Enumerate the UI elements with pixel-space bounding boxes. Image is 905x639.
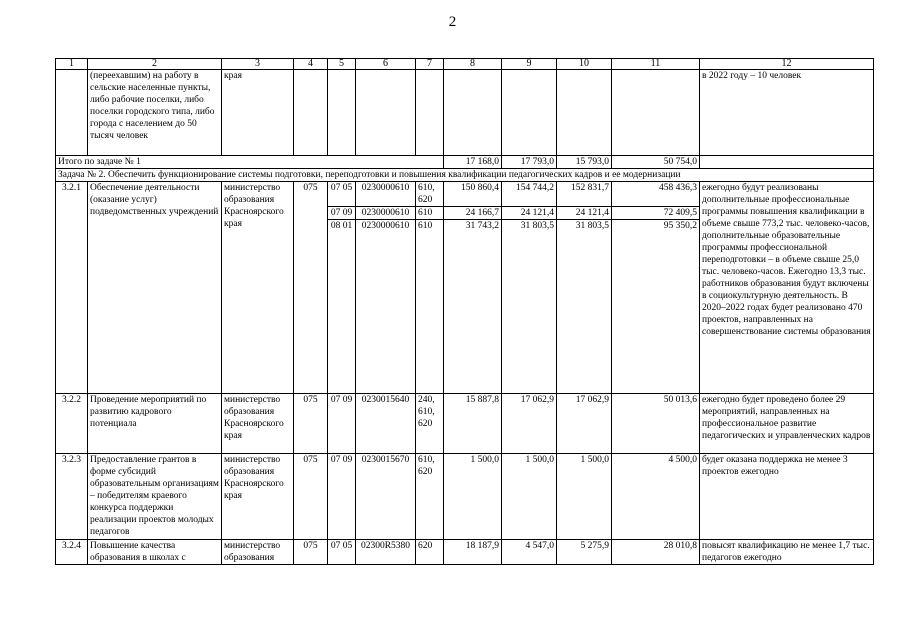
total-value: 15 793,0 — [557, 156, 612, 169]
table-row — [56, 454, 874, 540]
col-header: 11 — [612, 59, 700, 70]
amount-2021: 154 744,2 — [516, 183, 554, 193]
amount-2020: 18 187,9 — [444, 540, 502, 565]
rzpr-code: 07 09 — [328, 394, 356, 454]
col-header: 9 — [502, 59, 557, 70]
amount-2021: 17 062,9 — [502, 394, 557, 454]
rzpr-code: 08 01 — [328, 219, 355, 232]
rzpr-code: 07 05 — [330, 183, 353, 193]
amount-2020: 31 743,2 — [444, 219, 501, 232]
measure-number: 3.2.1 — [56, 182, 88, 394]
csr-code: 0230000610 — [361, 183, 410, 193]
responsible-party: министерство образования — [222, 540, 294, 565]
measure-description: Проведение мероприятий по развитию кадрового потенциала — [88, 394, 222, 454]
amount-total: 50 013,6 — [612, 394, 700, 454]
expected-result: повысят квалификацию не менее 1,7 тыс. педагогов ежегодно — [700, 540, 874, 565]
measure-number: 3.2.4 — [56, 540, 88, 565]
amount-2022: 1 500,0 — [557, 454, 612, 540]
total-row — [56, 156, 874, 169]
table-row — [56, 394, 874, 454]
expected-result: в 2022 году – 10 человек — [700, 70, 874, 156]
responsible-party: министерство образования Красноярского края — [222, 454, 294, 540]
amount-2021: 1 500,0 — [502, 454, 557, 540]
amount-total: 4 500,0 — [612, 454, 700, 540]
col-header: 7 — [416, 59, 444, 70]
total-value: 50 754,0 — [612, 156, 700, 169]
amount-2021: 4 547,0 — [502, 540, 557, 565]
amount-2020: 150 860,4 — [461, 183, 499, 193]
measure-description: Повышение качества образования в школах с — [88, 540, 222, 565]
col-header: 3 — [222, 59, 294, 70]
total-value: 17 793,0 — [502, 156, 557, 169]
measure-number: 3.2.2 — [56, 394, 88, 454]
amount-2021: 31 803,5 — [502, 219, 556, 232]
vr-code: 610 — [416, 219, 443, 232]
col-header: 1 — [56, 59, 88, 70]
responsible-party: министерство образования Красноярского края — [222, 182, 294, 394]
csr-code: 02300R5380 — [356, 540, 416, 565]
vr-code: 610, 620 — [418, 183, 435, 205]
table-row — [56, 540, 874, 565]
col-header: 6 — [356, 59, 416, 70]
amount-2020: 1 500,0 — [444, 454, 502, 540]
rzpr-code: 07 09 — [328, 454, 356, 540]
amount-total: 95 350,2 — [612, 219, 699, 232]
grbs-code: 075 — [294, 394, 328, 454]
program-table — [55, 58, 874, 565]
measure-description: Предоставление грантов в форме субсидий образовательным организациям – победителям краевого конкурса поддержки реализации проектов молодых педагогов — [88, 454, 222, 540]
grbs-code: 075 — [294, 182, 328, 394]
column-number-row — [56, 59, 874, 70]
vr-code: 610, 620 — [416, 454, 444, 540]
expected-result: ежегодно будет проведено более 29 мероприятий, направленных на профессиональное развитие педагогических и управленческих кадров — [700, 394, 874, 454]
rzpr-code: 07 09 — [328, 206, 355, 219]
amount-total: 458 436,3 — [659, 183, 697, 193]
measure-number: 3.2.3 — [56, 454, 88, 540]
col-header: 4 — [294, 59, 328, 70]
amount-total: 72 409,5 — [612, 206, 699, 219]
grbs-code: 075 — [294, 540, 328, 565]
amount-2020: 15 887,8 — [444, 394, 502, 454]
csr-code: 0230015640 — [356, 394, 416, 454]
total-value: 17 168,0 — [444, 156, 502, 169]
measure-description: (переехавшим) на работу в сельские населенные пункты, либо рабочие поселки, либо поселки городского типа, либо города с населением до 50 тысяч человек — [88, 70, 222, 156]
col-header: 5 — [328, 59, 356, 70]
table-row — [56, 70, 874, 156]
amount-total: 28 010,8 — [612, 540, 700, 565]
amount-2021: 24 121,4 — [502, 206, 556, 219]
col-header: 10 — [557, 59, 612, 70]
vr-code: 610 — [416, 206, 443, 219]
amount-2022: 24 121,4 — [557, 206, 611, 219]
amount-2022: 5 275,9 — [557, 540, 612, 565]
page-number: 2 — [448, 14, 457, 30]
vr-code: 240, 610, 620 — [416, 394, 444, 454]
rzpr-code: 07 05 — [328, 540, 356, 565]
csr-code: 0230000610 — [356, 206, 415, 219]
col-header: 2 — [88, 59, 222, 70]
total-label: Итого по задаче № 1 — [56, 156, 444, 169]
table-row — [56, 182, 874, 394]
col-header: 8 — [444, 59, 502, 70]
task-heading: Задача № 2. Обеспечить функционирование системы подготовки, переподготовки и повышения квалификации педагогических кадров и ее модернизации — [56, 169, 874, 182]
vr-code: 620 — [416, 540, 444, 565]
expected-result: ежегодно будут реализованы дополнительные профессиональные программы повышения квалификации в объеме свыше 773,2 тыс. человеко-часов, дополнительные образовательные программы профессиональной переподготовки – в объеме свыше 25,0 тыс. человеко-часов. Ежегодно 13,3 тыс. работников образования будут включены в социокультурную деятельность. В 2020–2022 годах будет реализовано 470 проектов, направленных на совершенствование системы образования — [700, 182, 874, 394]
csr-code: 0230015670 — [356, 454, 416, 540]
col-header: 12 — [700, 59, 874, 70]
task-heading-row — [56, 169, 874, 182]
amount-2020: 24 166,7 — [444, 206, 501, 219]
grbs-code: 075 — [294, 454, 328, 540]
responsible-party: края — [222, 70, 294, 156]
amount-2022: 152 831,7 — [571, 183, 609, 193]
amount-2022: 17 062,9 — [557, 394, 612, 454]
expected-result: будет оказана поддержка не менее 3 проектов ежегодно — [700, 454, 874, 540]
responsible-party: министерство образования Красноярского края — [222, 394, 294, 454]
amount-2022: 31 803,5 — [557, 219, 611, 232]
measure-description: Обеспечение деятельности (оказание услуг) подведомственных учреждений — [88, 182, 222, 394]
csr-code: 0230000610 — [356, 219, 415, 232]
